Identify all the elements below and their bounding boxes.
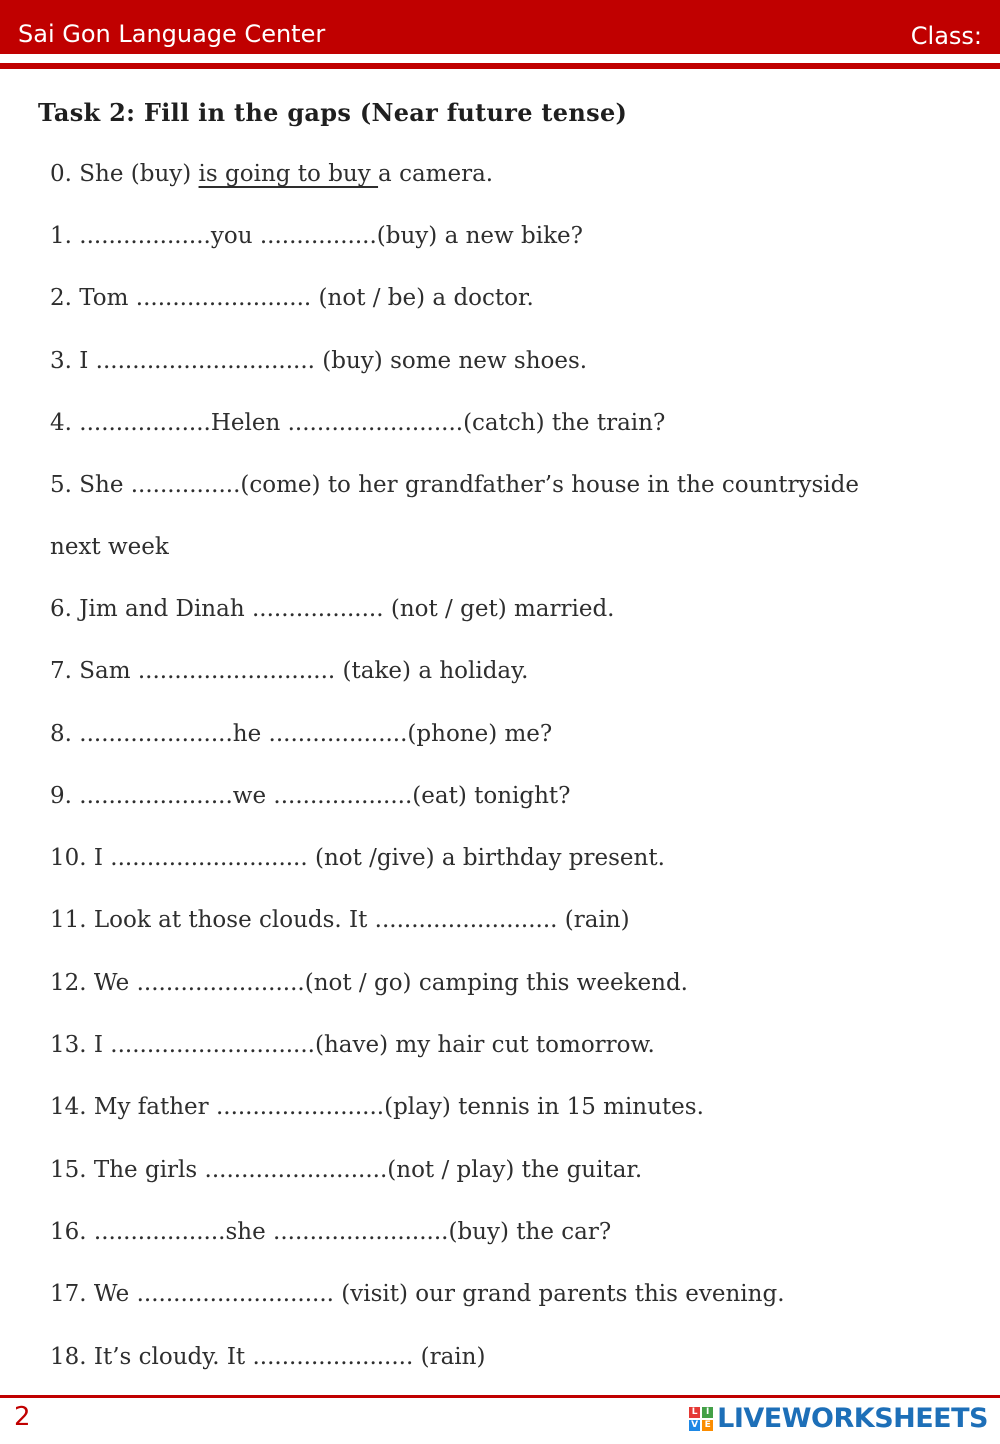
brand-name: LIVEWORKSHEETS <box>717 1403 988 1434</box>
page-number: 2 <box>14 1402 31 1432</box>
exercise-item: 7. Sam ........................... (take) a holiday. <box>50 658 529 684</box>
exercise-item: 11. Look at those clouds. It ......................... (rain) <box>50 907 630 933</box>
example-suffix: a camera. <box>378 161 494 187</box>
logo-letter: V <box>689 1420 700 1431</box>
exercise-item: 6. Jim and Dinah .................. (not / get) married. <box>50 596 615 622</box>
class-label: Class: <box>910 22 982 50</box>
exercise-item: 8. .....................he ...................(phone) me? <box>50 721 553 747</box>
logo-letter: L <box>689 1407 700 1418</box>
example-prefix: 0. She (buy) <box>50 161 199 187</box>
exercise-item: 16. ..................she ........................(buy) the car? <box>50 1219 612 1245</box>
exercise-item: 9. .....................we ...................(eat) tonight? <box>50 783 571 809</box>
exercise-item: 5. She ...............(come) to her grandfather’s house in the countryside <box>50 472 859 498</box>
exercise-item: 10. I ........................... (not /give) a birthday present. <box>50 845 665 871</box>
logo-letter: E <box>702 1420 713 1431</box>
task-title: Task 2: Fill in the gaps (Near future tense) <box>38 98 628 127</box>
example-sentence <box>50 157 493 191</box>
footer-divider <box>0 1395 1000 1398</box>
exercise-item: 1. ..................you ................(buy) a new bike? <box>50 223 583 249</box>
logo-letter: I <box>702 1407 713 1418</box>
liveworksheets-brand <box>689 1403 988 1434</box>
exercise-item: 4. ..................Helen ........................(catch) the train? <box>50 410 666 436</box>
exercise-item: 14. My father .......................(play) tennis in 15 minutes. <box>50 1094 704 1120</box>
center-name: Sai Gon Language Center <box>18 20 326 48</box>
exercise-item: 18. It’s cloudy. It ...................... (rain) <box>50 1344 486 1370</box>
exercise-item: 15. The girls .........................(not / play) the guitar. <box>50 1157 643 1183</box>
exercise-item: 12. We .......................(not / go) camping this weekend. <box>50 970 688 996</box>
exercise-item: 2. Tom ........................ (not / be) a doctor. <box>50 285 534 311</box>
example-answer: is going to buy <box>198 161 379 187</box>
header-divider <box>0 63 1000 69</box>
exercise-item: 13. I ............................(have) my hair cut tomorrow. <box>50 1032 655 1058</box>
exercise-item: next week <box>50 534 169 560</box>
liveworksheets-logo-icon <box>689 1407 713 1431</box>
exercise-item: 17. We ........................... (visit) our grand parents this evening. <box>50 1281 785 1307</box>
header-bar <box>0 0 1000 54</box>
exercise-item: 3. I .............................. (buy) some new shoes. <box>50 348 588 374</box>
